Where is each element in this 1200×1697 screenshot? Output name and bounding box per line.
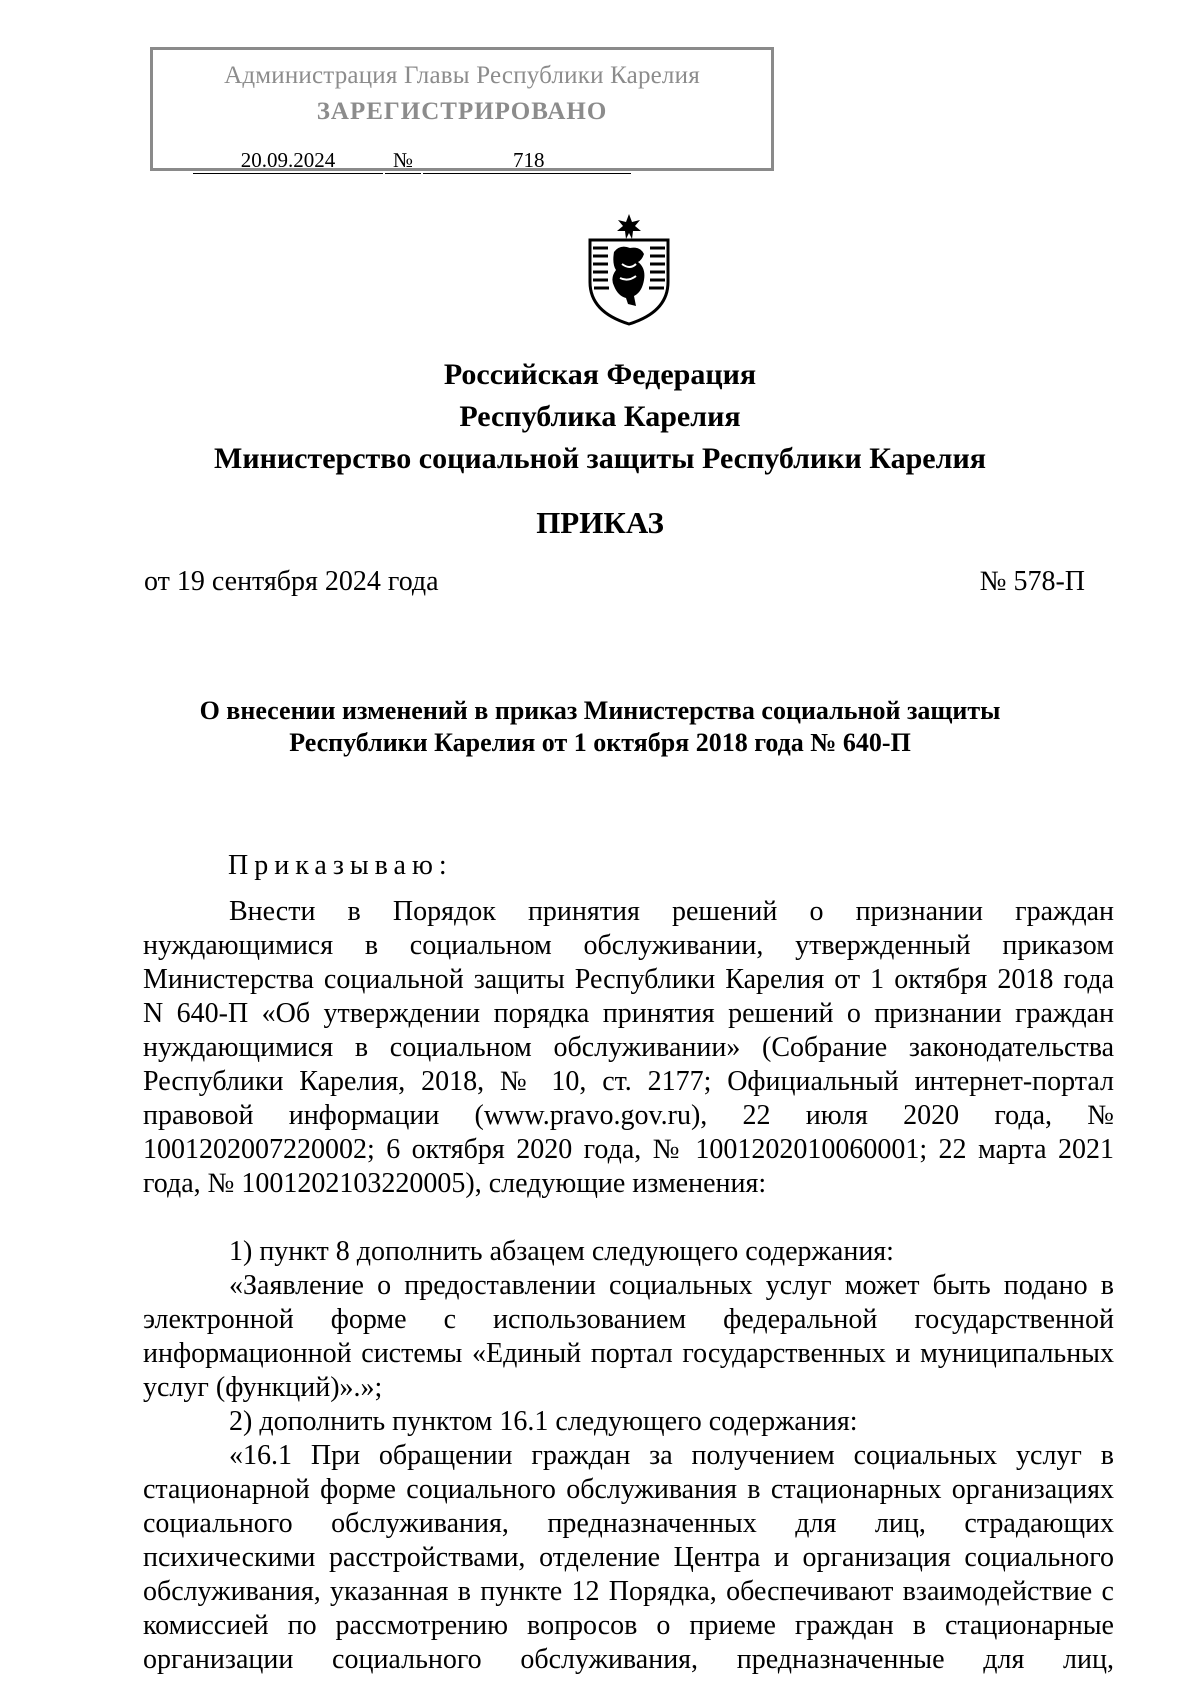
header-ministry: Министерство социальной защиты Республики Карелия xyxy=(214,442,986,475)
order-body xyxy=(143,895,1114,1677)
header-republic: Республика Карелия xyxy=(459,400,741,433)
item-1-heading: 1) пункт 8 дополнить абзацем следующего содержания: xyxy=(229,1236,894,1267)
stamp-administration: Администрация Главы Республики Карелия xyxy=(224,62,700,89)
item-1-text: «Заявление о предоставлении социальных услуг может быть подано в электронной форме с использованием федеральной государственной информационной системы «Единый портал государственных и муниципальных услуг (функций)».»; xyxy=(143,1270,1114,1403)
item-2-text: «16.1 При обращении граждан за получением социальных услуг в стационарной форме социального обслуживания в стационарных организациях социального обслуживания, предназначенных для лиц, страдающих психическими расстройствами, отделение Центра и организация социального обслуживания, указанная в пункте 12 Порядка, обеспечивают взаимодействие с комиссией по рассмотрению вопросов о приеме граждан в стационарные организации социального обслуживания, предназначенные для лиц, xyxy=(143,1440,1114,1675)
document-type: ПРИКАЗ xyxy=(536,505,664,540)
subject-line-1: О внесении изменений в приказ Министерства социальной защиты xyxy=(199,696,1001,725)
order-date: от 19 сентября 2024 года xyxy=(144,566,439,597)
stamp-number-sign: № xyxy=(385,148,421,174)
item-2-heading: 2) дополнить пунктом 16.1 следующего содержания: xyxy=(229,1406,858,1437)
order-word: Приказываю: xyxy=(228,850,453,881)
stamp-registered: ЗАРЕГИСТРИРОВАНО xyxy=(316,98,608,125)
stamp-number: 718 xyxy=(513,148,545,172)
stamp-date-field xyxy=(193,148,383,174)
intro-paragraph: Внести в Порядок принятия решений о признании граждан нуждающимися в социальном обслуживании, утвержденный приказом Министерства социальной защиты Республики Карелия от 1 октября 2018 года N 640-П «Об утверждении порядка принятия решений о признании граждан нуждающимися в социальном обслуживании» (Собрание законодательства Республики Карелия, 2018, № 10, ст. 2177; Официальный интернет-портал правовой информации (www.pravo.gov.ru), 22 июля 2020 года, № 1001202007220002; 6 октября 2020 года, № 1001202010060001; 22 марта 2021 года, № 1001202103220005), следующие изменения: xyxy=(143,896,1114,1199)
order-number: № 578-П xyxy=(979,566,1085,597)
order-subject xyxy=(0,695,1200,759)
header-country: Российская Федерация xyxy=(443,358,757,391)
stamp-number-sign-field xyxy=(385,148,421,174)
stamp-number-field xyxy=(423,148,631,174)
subject-line-2: Республики Карелия от 1 октября 2018 года № 640-П xyxy=(289,728,911,757)
karelia-coat-of-arms-icon xyxy=(580,212,678,326)
registration-stamp xyxy=(150,47,774,171)
stamp-date: 20.09.2024 xyxy=(193,148,383,174)
